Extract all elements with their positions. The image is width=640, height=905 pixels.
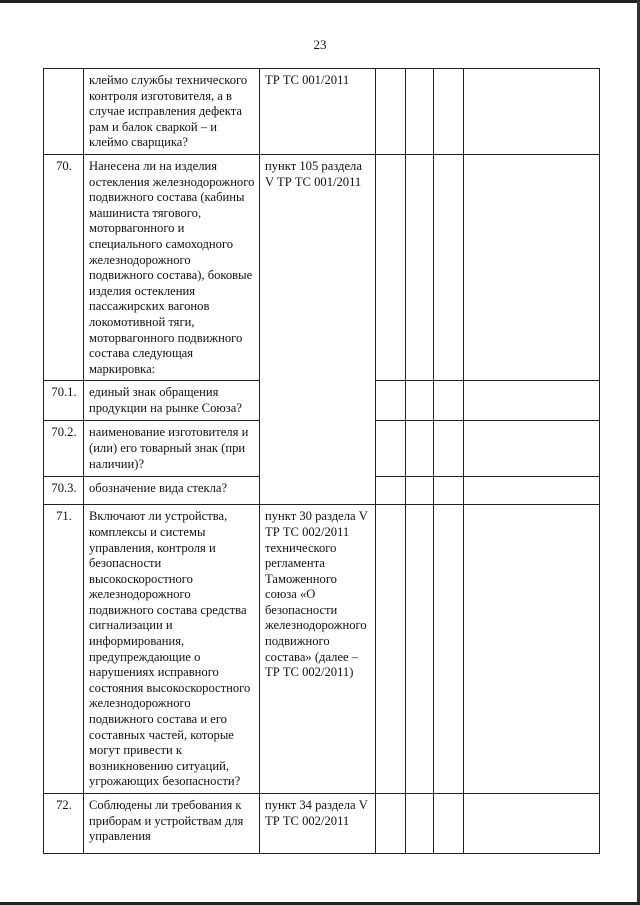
reference-text: ТР ТС 001/2011 — [260, 69, 376, 155]
answer-no-cell[interactable] — [406, 794, 434, 854]
answer-yes-cell[interactable] — [376, 381, 406, 421]
reference-text: пункт 34 раздела V ТР ТС 002/2011 — [260, 794, 376, 854]
table-row — [44, 505, 600, 794]
note-cell[interactable] — [464, 155, 600, 381]
row-number: 70.3. — [44, 477, 84, 505]
answer-na-cell[interactable] — [434, 477, 464, 505]
row-number: 71. — [44, 505, 84, 794]
question-text: единый знак обращения продукции на рынке Союза? — [84, 381, 260, 421]
answer-no-cell[interactable] — [406, 477, 434, 505]
row-number — [44, 69, 84, 155]
answer-no-cell[interactable] — [406, 69, 434, 155]
row-number: 72. — [44, 794, 84, 854]
answer-no-cell[interactable] — [406, 381, 434, 421]
answer-yes-cell[interactable] — [376, 421, 406, 477]
answer-na-cell[interactable] — [434, 794, 464, 854]
answer-na-cell[interactable] — [434, 381, 464, 421]
answer-no-cell[interactable] — [406, 155, 434, 381]
note-cell[interactable] — [464, 794, 600, 854]
question-text: наименование изготовителя и (или) его товарный знак (при наличии)? — [84, 421, 260, 477]
question-text: обозначение вида стекла? — [84, 477, 260, 505]
answer-na-cell[interactable] — [434, 155, 464, 381]
answer-yes-cell[interactable] — [376, 477, 406, 505]
answer-yes-cell[interactable] — [376, 155, 406, 381]
reference-text: пункт 30 раздела V ТР ТС 002/2011 технического регламента Таможенного союза «О безопасности железнодорожного подвижного состава» (далее – ТР ТС 002/2011) — [260, 505, 376, 794]
answer-no-cell[interactable] — [406, 421, 434, 477]
answer-yes-cell[interactable] — [376, 69, 406, 155]
answer-na-cell[interactable] — [434, 69, 464, 155]
question-text: клеймо службы технического контроля изготовителя, а в случае исправления дефекта рам и балок сваркой – и клеймо сварщика? — [84, 69, 260, 155]
scan-edge-top — [0, 0, 640, 3]
answer-na-cell[interactable] — [434, 505, 464, 794]
answer-yes-cell[interactable] — [376, 794, 406, 854]
note-cell[interactable] — [464, 505, 600, 794]
question-text: Соблюдены ли требования к приборам и устройствам для управления — [84, 794, 260, 854]
reference-text: пункт 105 раздела V ТР ТС 001/2011 — [260, 155, 376, 505]
row-number: 70. — [44, 155, 84, 381]
checklist-table — [43, 68, 600, 854]
note-cell[interactable] — [464, 381, 600, 421]
answer-na-cell[interactable] — [434, 421, 464, 477]
table-row — [44, 155, 600, 381]
table-row — [44, 794, 600, 854]
question-text: Нанесена ли на изделия остекления железнодорожного подвижного состава (кабины машиниста тягового, моторвагонного и специального самоходного железнодорожного подвижного состава), боковые изделия остекления пассажирских вагонов локомотивной тяги, моторвагонного подвижного состава следующая маркировка: — [84, 155, 260, 381]
question-text: Включают ли устройства, комплексы и системы управления, контроля и безопасности высокоскоростного железнодорожного подвижного состава средства сигнализации и информирования, предупреждающие о нарушениях исправного состояния высокоскоростного железнодорожного подвижного состава и его составных частей, которые могут привести к возникновению ситуаций, угрожающих безопасности? — [84, 505, 260, 794]
row-number: 70.2. — [44, 421, 84, 477]
table-row — [44, 69, 600, 155]
row-number: 70.1. — [44, 381, 84, 421]
answer-no-cell[interactable] — [406, 505, 434, 794]
answer-yes-cell[interactable] — [376, 505, 406, 794]
page-number: 23 — [313, 37, 327, 52]
note-cell[interactable] — [464, 477, 600, 505]
note-cell[interactable] — [464, 69, 600, 155]
note-cell[interactable] — [464, 421, 600, 477]
